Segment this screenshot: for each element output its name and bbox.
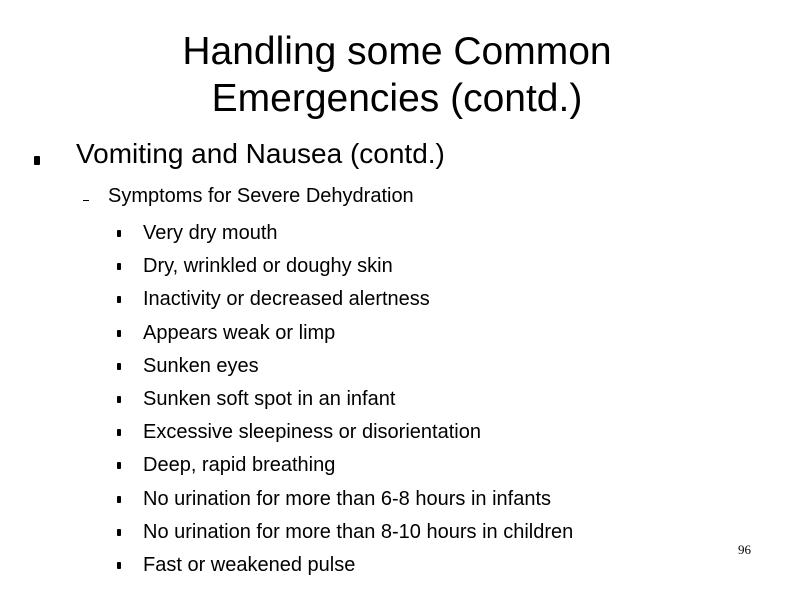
list-item-text: Excessive sleepiness or disorientation [143,421,481,444]
list-item-text: Inactivity or decreased alertness [143,288,430,311]
level2-heading: Symptoms for Severe Dehydration [108,185,414,207]
bullet-dot-icon [117,296,121,303]
level1-heading: Vomiting and Nausea (contd.) [76,138,445,169]
bullet-dot-icon [117,363,121,370]
list-item-text: Dry, wrinkled or doughy skin [143,255,393,278]
slide-title: Handling some Common Emergencies (contd.) [182,30,612,120]
list-item-text: Sunken eyes [143,354,259,377]
bullet-dot-icon [117,562,121,569]
list-item-text: No urination for more than 6-8 hours in infants [143,487,551,510]
bullet-dot-icon [117,529,121,536]
bullet-dot-icon [117,330,121,337]
page-number: 96 [738,542,751,557]
bullet-dot-icon [117,263,121,270]
bullet-dot-icon [117,396,121,403]
list-item-text: Deep, rapid breathing [143,454,336,477]
list-item-text: Fast or weakened pulse [143,553,356,576]
bullet-dot-icon [117,496,121,503]
list-item-text: Sunken soft spot in an infant [143,387,396,410]
list-item-text: No urination for more than 8-10 hours in children [143,520,574,543]
bullet-dot-icon [34,156,40,165]
bullet-dot-icon [117,429,121,436]
bullet-dot-icon [117,462,121,469]
list-item-text: Appears weak or limp [143,321,336,344]
bullet-dot-icon [117,230,121,237]
list-item-text: Very dry mouth [143,222,278,244]
bullet-dash-icon [83,200,89,201]
